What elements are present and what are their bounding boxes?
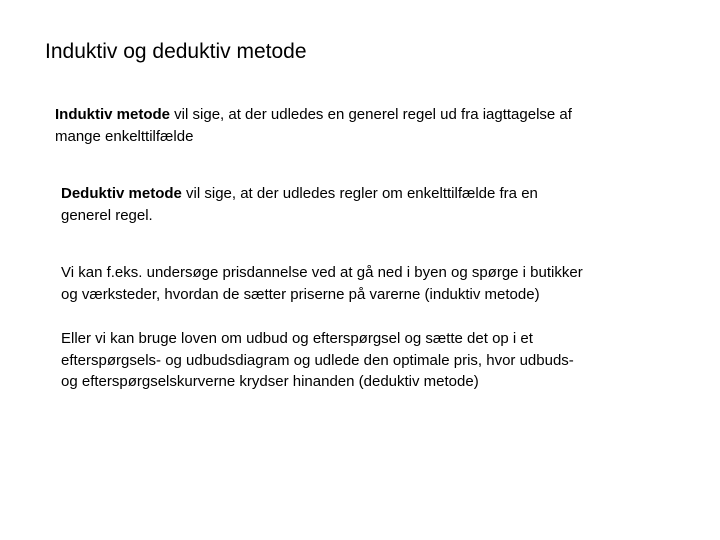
definition-text: vil sige, at der udledes regler om enkelttilfælde fra en bbox=[181, 185, 538, 202]
paragraph-line: efterspørgsels- og udbudsdiagram og udlede den optimale pris, hvor udbuds- bbox=[61, 351, 574, 369]
paragraph-line: og efterspørgselskurverne krydser hinanden (deduktiv metode) bbox=[61, 373, 479, 390]
slide-title: Induktiv og deduktiv metode bbox=[45, 40, 307, 63]
paragraph-deduktiv-definition bbox=[61, 183, 661, 226]
paragraph-line bbox=[55, 104, 655, 126]
paragraph-induktiv-example bbox=[61, 262, 681, 305]
term-deduktiv-metode: Deduktiv metode bbox=[61, 185, 182, 202]
paragraph-line: og værksteder, hvordan de sætter priserne på varerne (induktiv metode) bbox=[61, 285, 540, 303]
paragraph-line: mange enkelttilfælde bbox=[55, 127, 194, 145]
paragraph-deduktiv-example bbox=[61, 328, 681, 393]
paragraph-line bbox=[61, 183, 661, 205]
paragraph-induktiv-definition bbox=[55, 104, 655, 147]
paragraph-line: Eller vi kan bruge loven om udbud og efterspørgsel og sætte det op i et bbox=[61, 330, 533, 347]
definition-text: vil sige, at der udledes en generel regel ud fra iagttagelse af bbox=[170, 106, 572, 123]
paragraph-line: generel regel. bbox=[61, 206, 153, 224]
paragraph-line: Vi kan f.eks. undersøge prisdannelse ved at gå ned i byen og spørge i butikker bbox=[61, 264, 583, 281]
term-induktiv-metode: Induktiv metode bbox=[55, 106, 171, 123]
